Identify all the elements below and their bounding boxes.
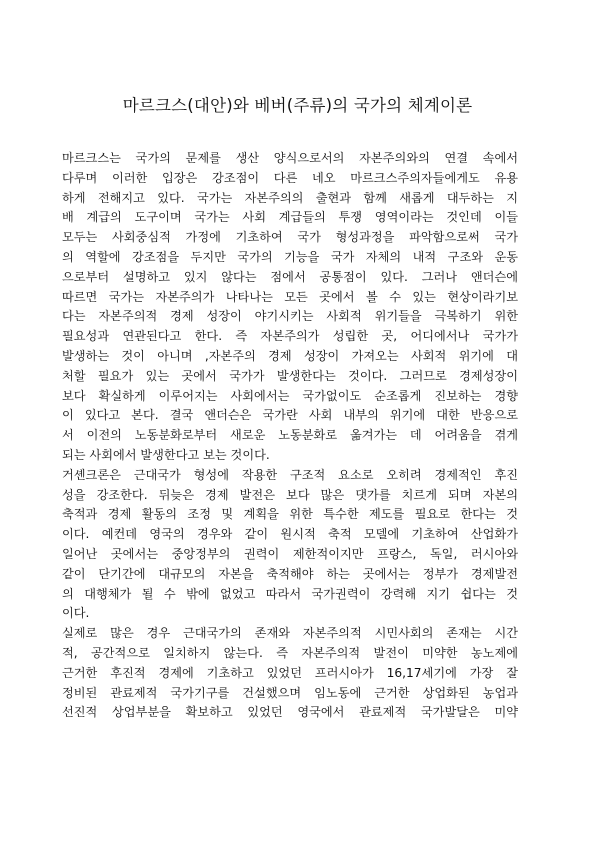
- text-line: 발생하는 것이 아니며 ,자본주의 경제 성장이 가져오는 사회적 위기에 대: [62, 348, 518, 363]
- text-line: 거셴크론은 근대국가 형성에 작용한 구조적 요소로 오히려 경제적인 후진: [62, 467, 518, 482]
- document-title: 마르크스(대안)와 베버(주류)의 국가의 체계이론: [122, 96, 473, 115]
- document-body: [62, 149, 518, 723]
- text-line: 으로부터 설명하고 있지 않다는 점에서 공통점이 있다. 그러나 앤더슨에: [62, 269, 518, 284]
- text-line: 모두는 사회중심적 가정에 기초하여 국가 형성과정을 파악함으로써 국가: [62, 230, 518, 245]
- text-line: 이 있다고 본다. 결국 앤더슨은 국가란 사회 내부의 위기에 대한 반응으로: [62, 408, 518, 423]
- text-line: 의 대행체가 될 수 밖에 없었고 따라서 국가권력이 강력해 지기 쉽다는 것: [62, 586, 518, 601]
- text-line: 적, 공간적으로 일치하지 않는다. 즉 자본주의적 발전이 미약한 농노제에: [62, 645, 518, 660]
- text-line: 배 계급의 도구이며 국가는 사회 계급들의 투쟁 영역이라는 것인데 이들: [62, 210, 518, 225]
- text-line: 다는 자본주의적 경제 성장이 야기시키는 사회적 위기들을 극복하기 위한: [62, 309, 518, 324]
- text-line: 이다.: [62, 606, 90, 621]
- text-line: 축적과 경제 활동의 조정 및 계획을 위한 특수한 제도를 필요로 한다는 것: [62, 507, 518, 522]
- text-line: 되는 사회에서 발생한다고 보는 것이다.: [62, 447, 270, 462]
- text-line: 하게 전해지고 있다. 국가는 자본주의의 출현과 함께 새롭게 대두하는 지: [62, 190, 518, 205]
- text-line: 성을 강조한다. 뒤늦은 경제 발전은 보다 많은 댓가를 치르게 되며 자본의: [62, 487, 518, 502]
- paragraph: [62, 149, 518, 466]
- text-line: 필요성과 연관된다고 한다. 즉 자본주의가 성립한 곳, 어디에서나 국가가: [62, 329, 518, 344]
- text-line: 근거한 후진적 경제에 기초하고 있었던 프러시아가 16,17세기에 가장 잘: [62, 665, 518, 680]
- text-line: 보다 확실하게 이루어지는 사회에서는 국가없이도 순조롭게 진보하는 경향: [62, 388, 518, 403]
- text-line: 처할 필요가 있는 곳에서 국가가 발생한다는 것이다. 그러므로 경제성장이: [62, 368, 518, 383]
- text-line: 같이 단기간에 대규모의 자본을 축적해야 하는 곳에서는 정부가 경제발전: [62, 566, 518, 581]
- text-line: 따르면 국가는 자본주의가 나타나는 모든 곳에서 볼 수 있는 현상이라기보: [62, 289, 518, 304]
- text-line: 다루며 이러한 입장은 강조점이 다른 네오 마르크스주의자들에게도 유용: [62, 170, 518, 185]
- text-line: 정비된 관료제적 국가기구를 건설했으며 임노동에 근거한 상업화된 농업과: [62, 685, 518, 700]
- text-line: 실제로 많은 경우 근대국가의 존재와 자본주의적 시민사회의 존재는 시간: [62, 626, 518, 641]
- text-line: 의 역할에 강조점을 두지만 국가의 기능을 국가 자체의 내적 구조와 운동: [62, 249, 518, 264]
- paragraph: [62, 466, 518, 624]
- paragraph: [62, 624, 518, 723]
- text-line: 마르크스는 국가의 문제를 생산 양식으로서의 자본주의와의 연결 속에서: [62, 151, 518, 165]
- text-line: 서 이전의 노동분화로부터 새로운 노동분화로 옮겨가는 데 어려움을 겪게: [62, 428, 518, 443]
- text-line: 선진적 상업부분을 확보하고 있었던 영국에서 관료제적 국가발달은 미약: [62, 705, 518, 720]
- text-line: 이다. 예컨데 영국의 경우와 같이 원시적 축적 모델에 기초하여 산업화가: [62, 527, 518, 542]
- text-line: 일어난 곳에서는 중앙정부의 권력이 제한적이지만 프랑스, 독일, 러시아와: [62, 546, 518, 561]
